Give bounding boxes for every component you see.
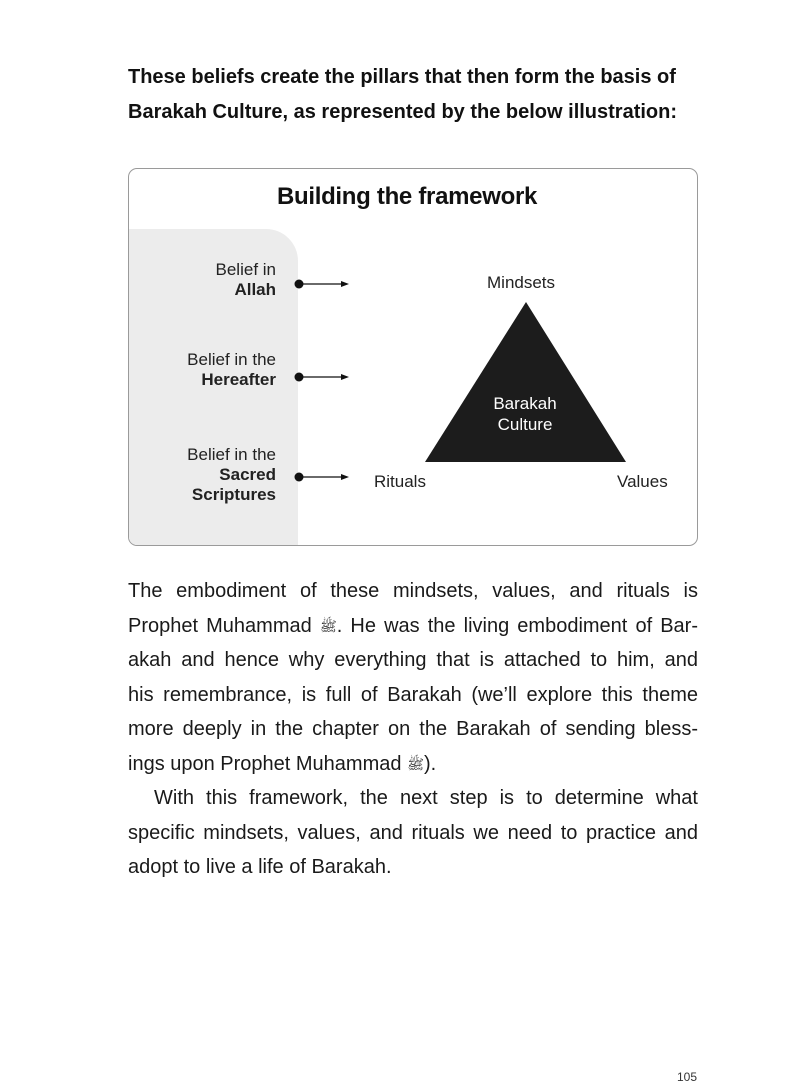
belief-label: Belief in the [187, 445, 276, 464]
triangle-label-rituals: Rituals [374, 472, 426, 491]
body-line: adopt to live a life of Barakah. [128, 856, 392, 878]
body-line: With this framework, the next step is to determine what [154, 787, 698, 809]
body-text-fragment: . He was the living embodiment of Bar- [336, 614, 698, 637]
body-line: more deeply in the chapter on the Barakah of sending bless- [128, 718, 698, 740]
page-number: 105 [676, 1070, 697, 1084]
body-line: akah and hence why everything that is attached to him, and [128, 649, 698, 671]
triangle-center-label [460, 393, 590, 435]
body-line [128, 609, 698, 644]
belief-label: Belief in [215, 260, 276, 279]
intro-line: These beliefs create the pillars that then form the basis of [128, 66, 676, 88]
belief-name: Allah [234, 280, 276, 299]
center-line: Culture [497, 415, 553, 434]
center-line: Barakah [493, 394, 557, 413]
belief-name: Scriptures [191, 485, 276, 504]
belief-name: Sacred [219, 465, 276, 484]
arrow-allah [295, 280, 350, 289]
framework-figure [128, 168, 698, 546]
figure-title: Building the framework [276, 183, 538, 210]
triangle-label-mindsets: Mindsets [487, 273, 556, 292]
body-line: specific mindsets, values, and rituals we need to practice and [128, 821, 698, 844]
belief-label: Belief in the [187, 350, 276, 369]
body-text-fragment: Prophet Muhammad [128, 614, 312, 637]
intro-line: Barakah Culture, as represented by the below illustration: [128, 101, 678, 123]
body-text-fragment: ). [423, 752, 437, 775]
salawat-symbol: ﷺ [407, 755, 424, 772]
triangle-label-values: Values [617, 472, 668, 491]
belief-name: Hereafter [201, 370, 276, 389]
arrow-hereafter [295, 373, 350, 382]
intro-paragraph [128, 60, 708, 130]
salawat-symbol: ﷺ [319, 617, 337, 634]
body-paragraphs [128, 574, 698, 885]
body-text-fragment: ings upon Prophet Muhammad [128, 752, 402, 775]
body-line [128, 747, 698, 782]
barakah-culture-triangle [425, 302, 626, 462]
body-line: his remembrance, is full of Barakah (we’ll explore this theme [128, 683, 698, 706]
body-line: The embodiment of these mindsets, values, and rituals is [128, 580, 698, 602]
arrow-sacred-scriptures [295, 473, 350, 482]
